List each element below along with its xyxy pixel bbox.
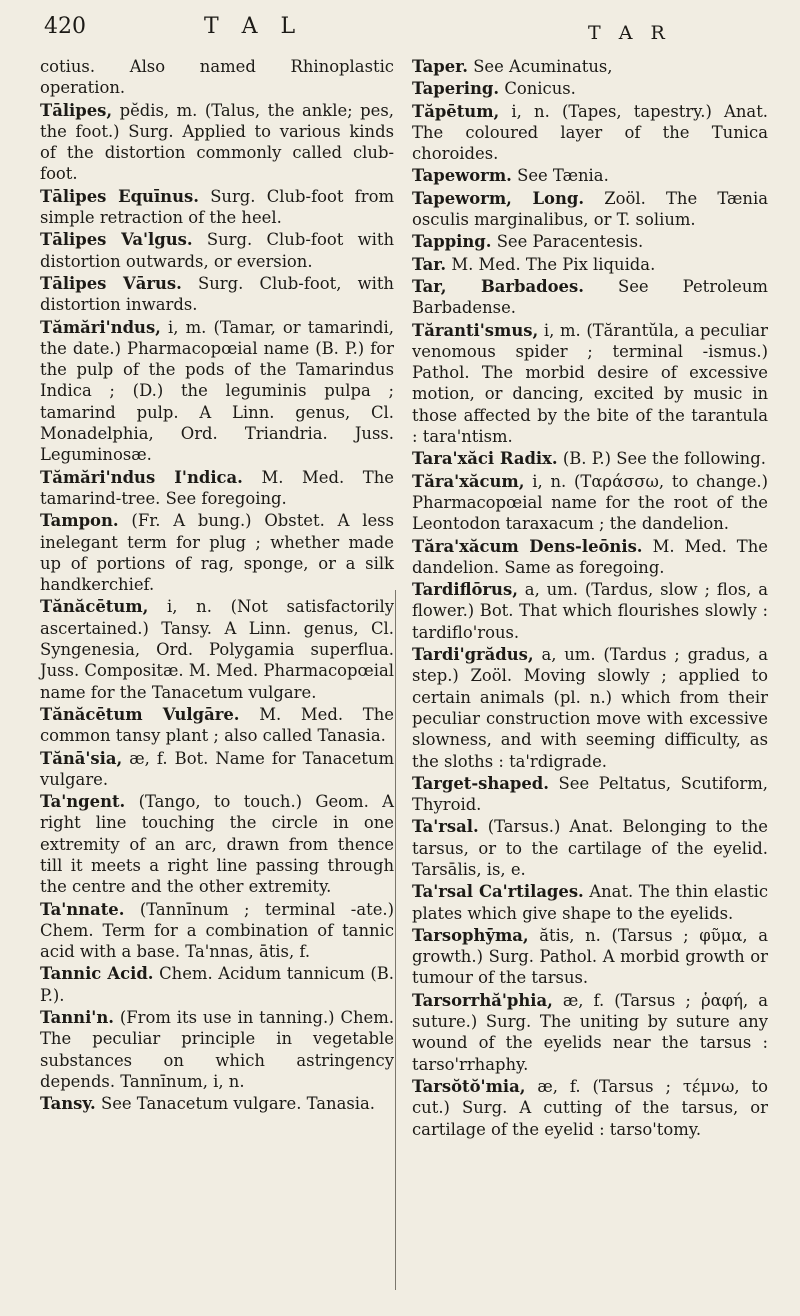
dictionary-entry xyxy=(40,1093,394,1114)
entry-headword: Tămări'ndus I'ndica. xyxy=(40,467,243,487)
dictionary-entry xyxy=(412,231,768,252)
entry-definition: (From its use in tanning.) Chem. The peculiar principle in vegetable substances on which astringency depends. Tannīnum, i, n. xyxy=(40,1008,394,1091)
entry-definition: M. Med. The common tansy plant ; also called Tanasia. xyxy=(40,704,394,746)
entry-headword: Tarsŏtŏ'mia, xyxy=(412,1076,526,1096)
entry-definition: M. Med. The Pix liquida. xyxy=(451,254,656,274)
entry-definition: Surg. Club-foot from simple retraction of the heel. xyxy=(40,186,394,228)
entry-headword: Tālipes Equīnus. xyxy=(40,186,199,206)
entry-definition: æ, f. (Tarsus ; ῥαφή, a suture.) Surg. The uniting by suture any wound of the eyelids near the tarsus : tarso'rrhaphy. xyxy=(412,990,768,1074)
dictionary-entry xyxy=(412,773,768,816)
entry-headword: Tardi'grădus, xyxy=(412,645,534,665)
entry-definition: i, n. (Ταράσσω, to change.) Pharmacopœial name for the root of the Leontodon taraxacum ; the dandelion. xyxy=(412,471,768,534)
entry-headword: Tapering. xyxy=(412,79,500,99)
dictionary-entry xyxy=(412,276,768,319)
entry-definition: M. Med. The tamarind-tree. See foregoing. xyxy=(40,467,394,508)
entry-headword: Tăra'xăcum Dens-leōnis. xyxy=(412,536,643,556)
dictionary-entry xyxy=(40,467,394,510)
entry-headword: Tănā'sia, xyxy=(40,748,123,768)
entry-headword: Tardiflōrus, xyxy=(412,580,518,600)
dictionary-entry xyxy=(40,229,394,272)
entry-definition: See Paracentesis. xyxy=(496,232,644,252)
dictionary-entry xyxy=(40,899,394,963)
dictionary-entry xyxy=(412,101,768,165)
entry-definition: Anat. The thin elastic plates which give shape to the eyelids. xyxy=(412,882,769,923)
entry-headword: Taper. xyxy=(412,57,468,76)
column-divider xyxy=(395,590,396,1290)
entry-definition: Conicus. xyxy=(504,79,576,99)
entry-headword: Tansy. xyxy=(40,1094,96,1114)
entry-definition: æ, f. Bot. Name for Tanacetum vulgare. xyxy=(40,748,394,789)
entry-definition: (Tango, to touch.) Geom. A right line touching the circle in one extremity of an arc, drawn from thence till it meets a right line passing through the centre and the other extremity. xyxy=(40,792,394,897)
entry-headword: Tannic Acid. xyxy=(40,964,154,984)
entry-headword: Tapeworm, Long. xyxy=(412,188,585,208)
entry-definition: See Tænia. xyxy=(517,166,609,186)
entry-definition: i, m. (Tamar, or tamarindi, the date.) Pharmacopœial name (B. P.) for the pulp of the pods of the Tamarindus Indica ; (D.) the leguminis pulpa ; tamarind pulp. A Linn. genus, Cl. Monadelphia, Ord. Triandria. Juss. Leguminosæ. xyxy=(40,317,394,465)
dictionary-entry xyxy=(412,188,768,231)
dictionary-entry xyxy=(40,100,394,185)
dictionary-entry xyxy=(40,963,394,1006)
dictionary-entry xyxy=(412,448,768,469)
entry-headword: Tarsophȳma, xyxy=(412,925,529,945)
entry-definition: cotius. Also named Rhinoplastic operation. xyxy=(40,57,394,98)
left-column xyxy=(40,56,394,1116)
entry-definition: (B. P.) See the following. xyxy=(562,449,766,469)
entry-headword: Tampon. xyxy=(40,511,119,531)
dictionary-entry xyxy=(412,579,768,643)
entry-headword: Tăranti'smus, xyxy=(412,320,539,340)
entry-headword: Tara'xăci Radix. xyxy=(412,449,558,469)
entry-headword: Tăra'xăcum, xyxy=(412,471,525,491)
dictionary-entry xyxy=(40,56,394,99)
entry-definition: Chem. Acidum tannicum (B. P.). xyxy=(40,964,395,1005)
entry-headword: Tar, Barbadoes. xyxy=(412,276,584,296)
dictionary-entry xyxy=(412,165,768,186)
dictionary-entry xyxy=(40,510,394,595)
dictionary-entry xyxy=(412,254,768,275)
entry-headword: Ta'nnate. xyxy=(40,899,125,919)
entry-definition: See Tanacetum vulgare. Tanasia. xyxy=(100,1094,376,1114)
entry-definition: See Petroleum Barbadense. xyxy=(412,276,768,318)
dictionary-entry xyxy=(412,320,768,448)
entry-definition: i, m. (Tărantŭla, a peculiar venomous spider ; terminal -ismus.) Pathol. The morbid desire of excessive motion, or dancing, excited by music in those affected by the bite of the tarantula : tara'ntism. xyxy=(412,320,769,447)
entry-definition: See Peltatus, Scutiform, Thyroid. xyxy=(412,773,768,815)
entry-definition: Surg. Club-foot with distortion outwards, or eversion. xyxy=(40,230,394,271)
running-head-left: T A L xyxy=(204,14,304,39)
entry-definition: i, n. (Tapes, tapestry.) Anat. The coloured layer of the Tunica choroides. xyxy=(412,101,768,164)
entry-headword: Tănăcētum Vulgāre. xyxy=(40,704,240,724)
entry-headword: Tapeworm. xyxy=(412,166,512,186)
entry-definition: i, n. (Not satisfactorily ascertained.) Tansy. A Linn. genus, Cl. Syngenesia, Ord. Polygamia superflua. Juss. Compositæ. M. Med. Pharmacopœial name for the Tanacetum vulgare. xyxy=(40,597,394,702)
entry-headword: Tapping. xyxy=(412,232,492,252)
entry-definition: (Tarsus.) Anat. Belonging to the tarsus, or to the cartilage of the eyelid. Tarsālis, is, e. xyxy=(412,817,768,879)
dictionary-entry xyxy=(40,748,394,791)
dictionary-entry xyxy=(40,596,394,702)
entry-definition: pĕdis, m. (Talus, the ankle; pes, the foot.) Surg. Applied to various kinds of the distortion commonly called club-foot. xyxy=(40,100,394,184)
entry-headword: Ta'ngent. xyxy=(40,792,126,812)
running-head-right: T A R xyxy=(588,22,671,44)
dictionary-entry xyxy=(412,925,768,989)
entry-headword: Tar. xyxy=(412,254,447,274)
dictionary-entry xyxy=(40,186,394,229)
right-column xyxy=(412,56,768,1141)
entry-definition: æ, f. (Tarsus ; τέμνω, to cut.) Surg. A cutting of the tarsus, or cartilage of the eyelid : tarso'tomy. xyxy=(412,1076,768,1139)
dictionary-entry xyxy=(40,704,394,747)
entry-definition: ătis, n. (Tarsus ; φῦμα, a growth.) Surg. Pathol. A morbid growth or tumour of the tarsus. xyxy=(412,925,769,988)
dictionary-entry xyxy=(412,990,768,1075)
dictionary-entry xyxy=(412,78,768,99)
entry-headword: Tālipes Va'lgus. xyxy=(40,230,193,250)
dictionary-entry xyxy=(412,816,768,880)
entry-headword: Tālipes Vārus. xyxy=(40,273,182,293)
entry-headword: Ta'rsal. xyxy=(412,817,479,837)
entry-definition: M. Med. The dandelion. Same as foregoing. xyxy=(412,536,768,577)
dictionary-entry xyxy=(412,881,768,924)
entry-definition: (Tannīnum ; terminal -ate.) Chem. Term for a combination of tannic acid with a base. Ta'nnas, ātis, f. xyxy=(40,899,394,962)
entry-definition: Surg. Club-foot, with distortion inwards. xyxy=(40,273,394,315)
entry-headword: Tanni'n. xyxy=(40,1008,114,1028)
entry-headword: Tănăcētum, xyxy=(40,597,149,617)
entry-definition: a, um. (Tardus, slow ; flos, a flower.) Bot. That which flourishes slowly : tardiflo'rous. xyxy=(412,580,768,642)
entry-definition: See Acuminatus, xyxy=(473,57,613,76)
entry-headword: Target-shaped. xyxy=(412,773,549,793)
entry-headword: Tămări'ndus, xyxy=(40,317,161,337)
entry-headword: Tăpētum, xyxy=(412,101,500,121)
dictionary-entry xyxy=(412,536,768,579)
dictionary-entry xyxy=(412,56,768,77)
dictionary-entry xyxy=(40,1007,394,1092)
entry-headword: Tālipes, xyxy=(40,100,113,120)
dictionary-entry xyxy=(412,471,768,535)
entry-definition: a, um. (Tardus ; gradus, a step.) Zoöl. Moving slowly ; applied to certain animals (pl. n.) which from their peculiar construction move with excessive slowness, and with seeming difficulty, as the sloths : ta'rdigrade. xyxy=(412,645,768,771)
entry-definition: (Fr. A bung.) Obstet. A less inelegant term for plug ; whether made up of portions of rag, sponge, or a silk handkerchief. xyxy=(40,511,394,595)
entry-definition: Zoöl. The Tænia osculis marginalibus, or T. solium. xyxy=(412,188,768,230)
entry-headword: Tarsorrhă'phia, xyxy=(412,990,553,1010)
page-number: 420 xyxy=(44,14,86,39)
entry-headword: Ta'rsal Ca'rtilages. xyxy=(412,882,584,902)
dictionary-entry xyxy=(412,1076,768,1140)
dictionary-entry xyxy=(40,317,394,466)
dictionary-entry xyxy=(40,273,394,316)
dictionary-entry xyxy=(412,644,768,772)
page-header xyxy=(0,14,800,48)
dictionary-entry xyxy=(40,791,394,897)
